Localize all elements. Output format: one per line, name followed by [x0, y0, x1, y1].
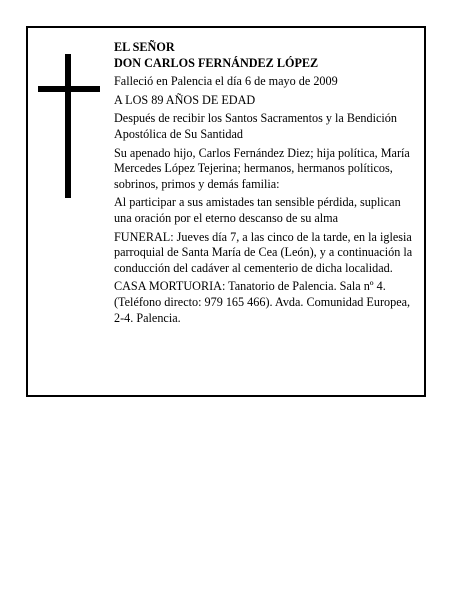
deceased-title: [114, 40, 420, 71]
latin-cross-icon: [38, 54, 100, 198]
title-line-1: EL SEÑOR: [114, 40, 175, 54]
death-info: Falleció en Palencia el día 6 de mayo de 2009: [114, 74, 338, 89]
cross-vertical-bar: [65, 54, 71, 198]
obituary-notice: [26, 26, 426, 397]
mortuary-info: CASA MORTUORIA: Tanatorio de Palencia. Sala nº 4. (Teléfono directo: 979 165 466). Avda. Comunidad Europea, 2-4. Palencia.: [114, 279, 411, 325]
family-line: Su apenado hijo, Carlos Fernández Diez; hija política, María Mercedes López Tejerina; hermanos, hermanos políticos, sobrinos, primos y demás familia:: [114, 145, 410, 191]
obituary-text: [114, 40, 420, 329]
funeral-info: FUNERAL: Jueves día 7, a las cinco de la tarde, en la iglesia parroquial de Santa María de Cea (León), y a continuación la conducción del cadáver al cementerio de dicha localidad.: [114, 229, 413, 275]
prayer-request: Al participar a sus amistades tan sensible pérdida, suplican una oración por el eterno descanso de su alma: [114, 195, 401, 225]
title-line-2: DON CARLOS FERNÁNDEZ LÓPEZ: [114, 55, 319, 70]
cross-horizontal-bar: [38, 86, 100, 92]
age-line: A LOS 89 AÑOS DE EDAD: [114, 92, 256, 107]
sacraments-line: Después de recibir los Santos Sacramentos y la Bendición Apostólica de Su Santidad: [114, 111, 397, 141]
